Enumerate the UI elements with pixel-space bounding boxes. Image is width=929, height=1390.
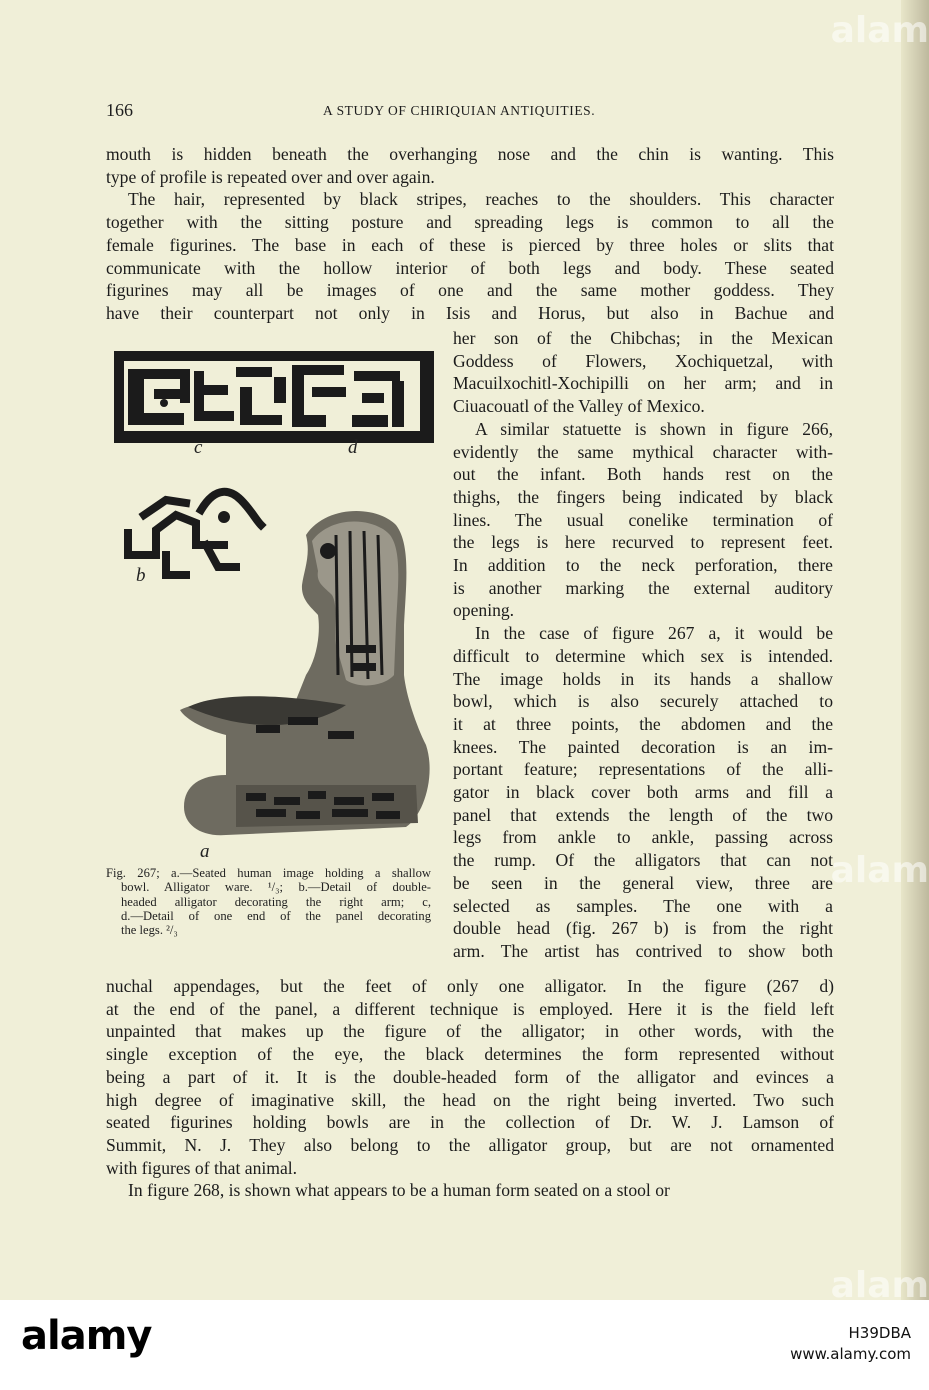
text-line: with figures of that animal. (106, 1157, 298, 1178)
text-line: Ciuacouatl of the Valley of Mexico. (453, 396, 705, 417)
text-line: communicate with the hollow interior of both legs and body. These seated (106, 257, 834, 278)
text-line: double head (fig. 267 b) is from the right (453, 918, 833, 939)
figure-267 (106, 345, 446, 865)
text-line: it at three points, the abdomen and the (453, 713, 833, 734)
text-line: the rump. Of the alligators that can not (453, 850, 833, 871)
text-line: figurines may all be images of one and the same mother goddess. They (106, 280, 834, 301)
figure-caption (106, 866, 431, 937)
text-line: portant feature; representations of the alli- (453, 759, 833, 780)
body-text-top (106, 143, 834, 325)
text-line: panel that extends the length of the two (453, 804, 833, 825)
text-line: A similar statuette is shown in figure 266, (475, 418, 833, 439)
text-line: female figurines. The base in each of these is pierced by three holes or slits that (106, 234, 834, 255)
text-line: out the infant. Both hands rest on the (453, 464, 833, 485)
alamy-logo: alamy (21, 1313, 152, 1359)
figure-label-a: a (200, 841, 210, 862)
text-line: Goddess of Flowers, Xochiquetzal, with (453, 350, 833, 371)
text-line: her son of the Chibchas; in the Mexican (453, 328, 833, 348)
alligator-detail-b (128, 492, 261, 575)
caption-line: bowl. Alligator ware. ¹/₃; b.—Detail of double- (121, 880, 431, 895)
text-line: mouth is hidden beneath the overhanging nose and the chin is wanting. This (106, 144, 834, 164)
text-line: have their counterpart not only in Isis and Horus, but also in Bachue and (106, 302, 834, 323)
figure-label-b: b (136, 565, 146, 586)
text-line: single exception of the eye, the black determines the form represented without (106, 1044, 834, 1065)
watermark-overlay: alam (830, 850, 929, 891)
text-line: evidently the same mythical character with- (453, 441, 833, 462)
caption-line: d.—Detail of one end of the panel decorating (121, 908, 431, 923)
text-line: opening. (453, 600, 515, 621)
caption-line: headed alligator decorating the right arm; c, (121, 894, 431, 909)
figure-label-d: d (348, 437, 358, 458)
text-line: knees. The painted decoration is an im- (453, 736, 833, 757)
text-line: seated figurines holding bowls are in the collection of Dr. W. J. Lamson of (106, 1112, 834, 1133)
text-line: the legs is here recurved to represent feet. (453, 532, 833, 553)
text-line: type of profile is repeated over and over again. (106, 166, 435, 187)
text-line: The hair, represented by black stripes, reaches to the shoulders. This character (128, 189, 834, 210)
text-line: lines. The usual conelike termination of (453, 509, 833, 530)
text-line: In addition to the neck perforation, there (453, 555, 833, 576)
body-text-right-column (453, 327, 833, 963)
figure-label-c: c (194, 437, 203, 458)
image-id: H39DBA (848, 1324, 911, 1342)
caption-line: Fig. 267; a.—Seated human image holding a shallow (106, 866, 431, 880)
figure-illustration (106, 345, 446, 865)
caption-line: the legs. ²/₃ (121, 923, 178, 938)
running-head: A STUDY OF CHIRIQUIAN ANTIQUITIES. (323, 103, 596, 118)
text-line: bowl, which is also securely attached to (453, 691, 833, 712)
text-line: arm. The artist has contrived to show both (453, 940, 833, 961)
text-line: Summit, N. J. They also belong to the alligator group, but are not ornamented (106, 1134, 834, 1155)
text-line: unpainted that makes up the figure of the alligator; in other words, with the (106, 1021, 834, 1042)
text-line: difficult to determine which sex is intended. (453, 645, 833, 666)
page-header (0, 100, 929, 124)
text-line: The image holds in its hands a shallow (453, 668, 833, 689)
page-edge-shadow (901, 0, 929, 1300)
site-url: www.alamy.com (790, 1345, 911, 1363)
text-line: gator in black cover both arms and fill a (453, 782, 833, 803)
text-line: at the end of the panel, a different technique is employed. Here it is the field left (106, 998, 834, 1019)
text-line: together with the sitting posture and spreading legs is common to all the (106, 212, 834, 233)
text-line: be seen in the general view, three are (453, 872, 833, 893)
watermark-overlay: alam (830, 1265, 929, 1300)
text-line: legs from ankle to ankle, passing across (453, 827, 833, 848)
body-text-bottom (106, 975, 834, 1202)
text-line: is another marking the external auditory (453, 577, 833, 598)
text-line: Macuilxochitl-Xochipilli on her arm; and in (453, 373, 833, 394)
text-line: high degree of imaginative skill, the head on the right being inverted. Two such (106, 1089, 834, 1110)
image-id-block (790, 1323, 911, 1365)
text-line: nuchal appendages, but the feet of only one alligator. In the figure (267 d) (106, 976, 834, 996)
text-line: selected as samples. The one with a (453, 895, 833, 916)
text-line: thighs, the fingers being indicated by black (453, 486, 833, 507)
watermark-overlay: alam (830, 10, 929, 51)
page-number: 166 (106, 100, 133, 120)
text-line: being a part of it. It is the double-headed form of the alligator and evinces a (106, 1066, 834, 1087)
text-line: In figure 268, is shown what appears to be a human form seated on a stool or (128, 1180, 670, 1201)
text-line: In the case of figure 267 a, it would be (475, 623, 833, 644)
panel-detail-c-d (114, 351, 434, 443)
